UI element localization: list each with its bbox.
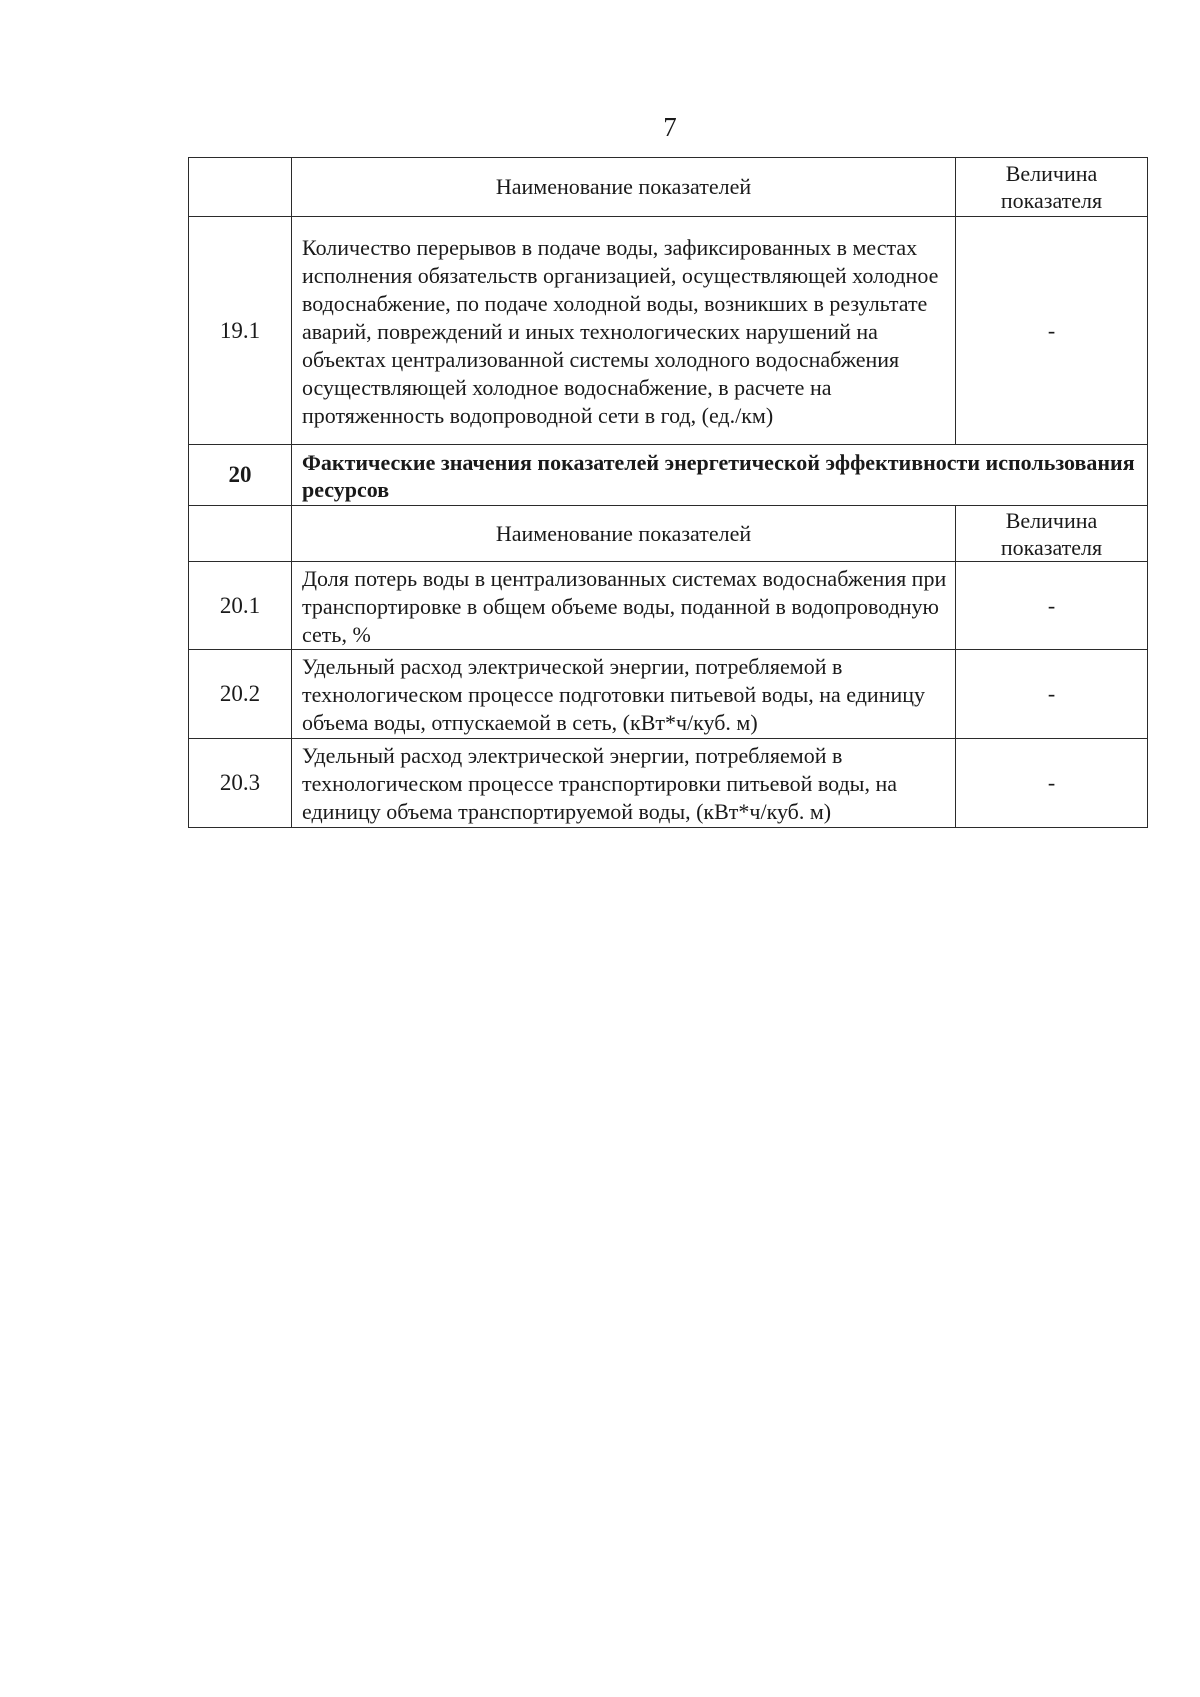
row-text: Удельный расход электрической энергии, потребляемой в технологическом процессе транспортировки питьевой воды, на единицу объема транспортируемой воды, (кВт*ч/куб. м) [292,739,956,828]
row-text: Количество перерывов в подаче воды, зафиксированных в местах исполнения обязательств организацией, осуществляющей холодное водоснабжение, по подаче холодной воды, возникших в результате аварий, повреждений и иных технологических нарушений на объектах централизованной системы холодного водоснабжения осуществляющей холодное водоснабжение, в расчете на протяженность водопроводной сети в год, (ед./км) [292,217,956,445]
header-number-cell [189,506,292,562]
indicators-table [188,157,1148,828]
header-name-cell: Наименование показателей [292,158,956,217]
table-header-row [189,158,1148,217]
row-number: 20.1 [189,562,292,650]
section-number: 20 [189,445,292,506]
section-title: Фактические значения показателей энергетической эффективности использования ресурсов [292,445,1148,506]
row-value: - [956,217,1148,445]
row-value: - [956,650,1148,739]
table-row [189,650,1148,739]
row-number: 19.1 [189,217,292,445]
section-row [189,445,1148,506]
row-value: - [956,739,1148,828]
header-value-cell: Величина показателя [956,158,1148,217]
row-text: Удельный расход электрической энергии, потребляемой в технологическом процессе подготовки питьевой воды, на единицу объема воды, отпускаемой в сеть, (кВт*ч/куб. м) [292,650,956,739]
header-name-cell: Наименование показателей [292,506,956,562]
row-value: - [956,562,1148,650]
row-number: 20.2 [189,650,292,739]
header-value-cell: Величина показателя [956,506,1148,562]
table-row [189,562,1148,650]
page-number: 7 [663,112,677,142]
table-row [189,739,1148,828]
row-text: Доля потерь воды в централизованных системах водоснабжения при транспортировке в общем объеме воды, поданной в водопроводную сеть, % [292,562,956,650]
table-row [189,217,1148,445]
table-header-row [189,506,1148,562]
row-number: 20.3 [189,739,292,828]
header-number-cell [189,158,292,217]
